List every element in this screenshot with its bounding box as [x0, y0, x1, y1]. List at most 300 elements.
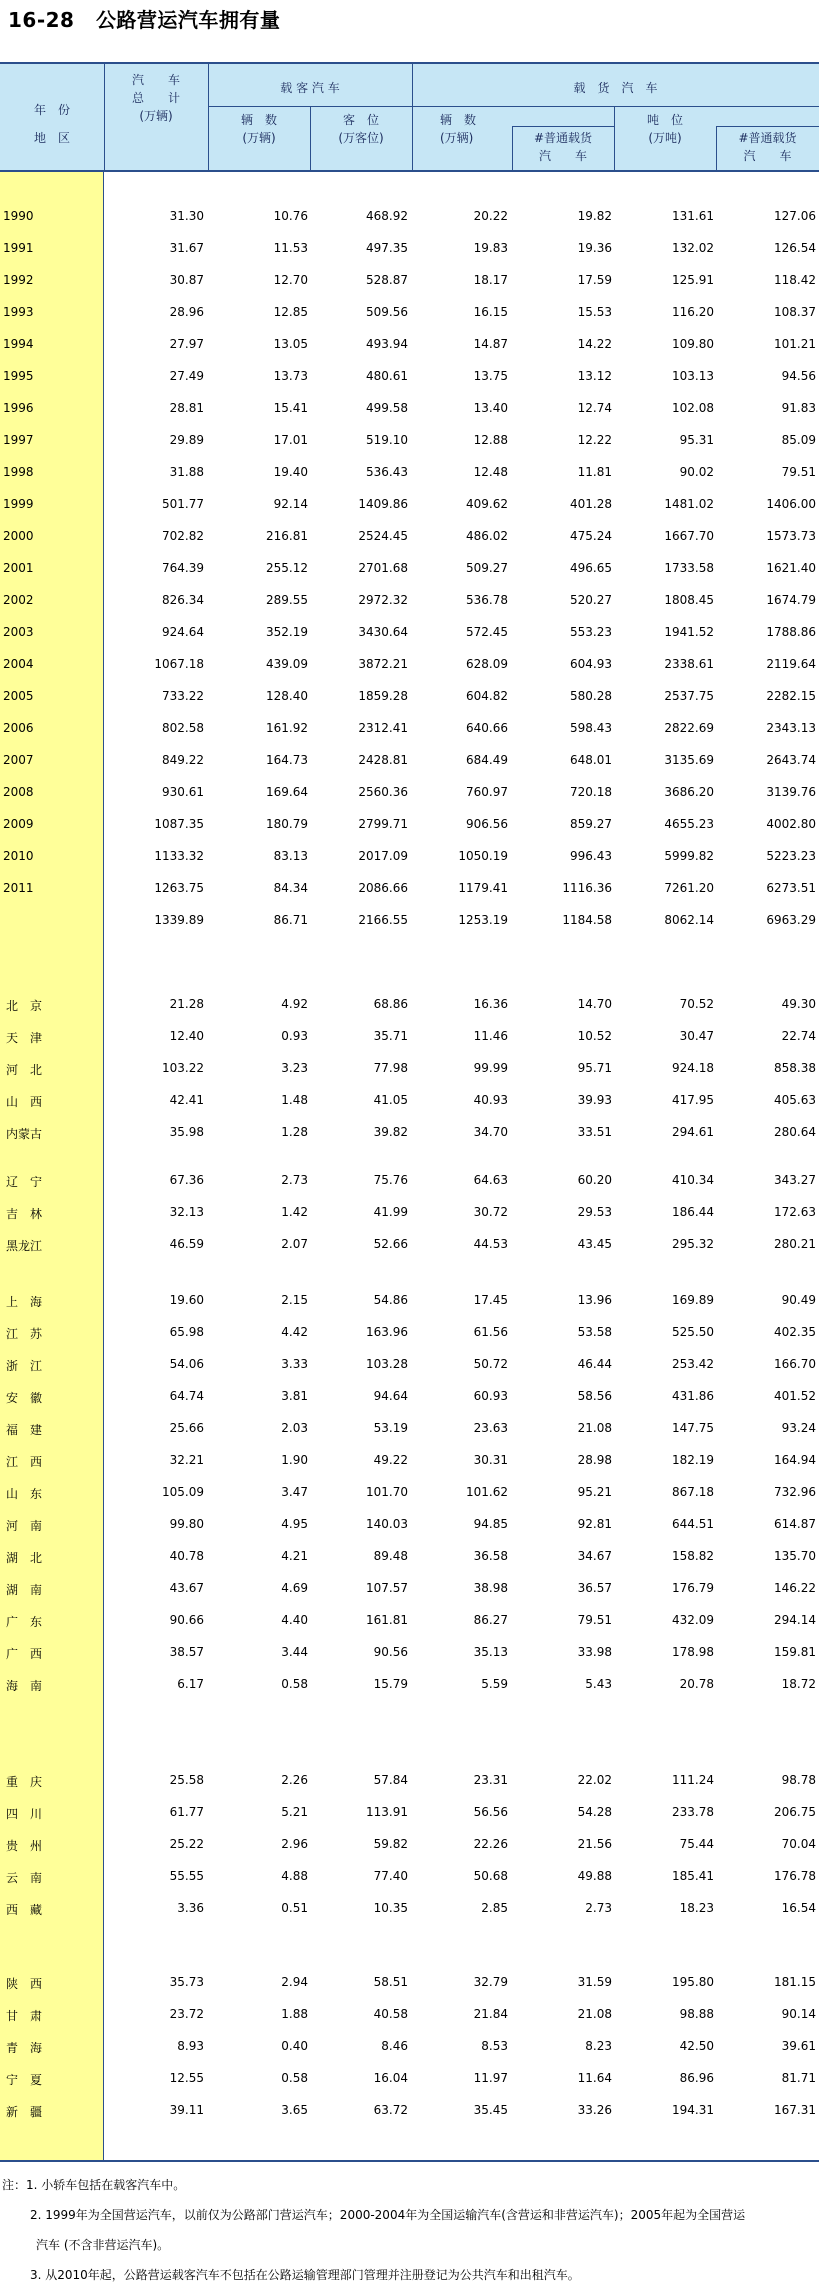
table-cell: 7261.20	[664, 881, 714, 895]
table-cell: 42.50	[679, 2039, 714, 2053]
table-row	[0, 1444, 819, 1476]
row-label: 甘 肃	[6, 2009, 43, 2023]
table-number: 16-28	[8, 8, 75, 32]
table-cell: 2.94	[281, 1975, 308, 1989]
table-cell: 1263.75	[154, 881, 204, 895]
table-cell: 216.81	[266, 529, 308, 543]
table-cell: 255.12	[266, 561, 308, 575]
table-cell: 640.66	[466, 721, 508, 735]
table-cell: 2524.45	[358, 529, 408, 543]
table-cell: 131.61	[672, 209, 714, 223]
table-cell: 1621.40	[766, 561, 816, 575]
table-cell: 720.18	[570, 785, 612, 799]
table-cell: 95.71	[577, 1061, 612, 1075]
table-row	[0, 200, 819, 232]
table-cell: 493.94	[366, 337, 408, 351]
table-cell: 158.82	[672, 1549, 714, 1563]
table-cell: 105.09	[162, 1485, 204, 1499]
table-cell: 499.58	[366, 401, 408, 415]
table-cell: 58.56	[577, 1389, 612, 1403]
table-cell: 21.84	[473, 2007, 508, 2021]
table-cell: 2.07	[281, 1237, 308, 1251]
table-cell: 86.96	[679, 2071, 714, 2085]
table-row	[0, 648, 819, 680]
table-cell: 16.36	[473, 997, 508, 1011]
table-cell: 3686.20	[664, 785, 714, 799]
row-label: 贵 州	[6, 1839, 43, 1853]
table-cell: 2.26	[281, 1773, 308, 1787]
table-row	[0, 584, 819, 616]
table-row	[0, 2030, 819, 2062]
header-divider	[716, 126, 819, 127]
table-cell: 169.64	[266, 785, 308, 799]
row-label: 上 海	[6, 1295, 43, 1309]
table-row	[0, 904, 819, 936]
table-cell: 103.28	[366, 1357, 408, 1371]
table-row	[0, 232, 819, 264]
table-cell: 46.59	[169, 1237, 204, 1251]
table-cell: 401.28	[570, 497, 612, 511]
table-cell: 83.13	[273, 849, 308, 863]
table-cell: 17.59	[577, 273, 612, 287]
table-cell: 8062.14	[664, 913, 714, 927]
table-cell: 84.34	[273, 881, 308, 895]
note-2: 2. 1999年为全国营运汽车，以前仅为公路部门营运汽车；2000-2004年为全国运输汽车(含营运和非营运汽车)；2005年起为全国营运	[30, 2208, 746, 2222]
header-passenger-count-unit: (万辆)	[242, 131, 276, 145]
table-cell: 49.30	[781, 997, 816, 1011]
table-cell: 496.65	[570, 561, 612, 575]
table-cell: 12.85	[273, 305, 308, 319]
table-cell: 85.09	[781, 433, 816, 447]
table-cell: 906.56	[466, 817, 508, 831]
table-cell: 1481.02	[664, 497, 714, 511]
table-cell: 295.32	[672, 1237, 714, 1251]
table-cell: 75.76	[373, 1173, 408, 1187]
table-cell: 20.22	[473, 209, 508, 223]
table-cell: 29.53	[577, 1205, 612, 1219]
table-cell: 604.82	[466, 689, 508, 703]
table-cell: 52.66	[373, 1237, 408, 1251]
table-cell: 195.80	[672, 1975, 714, 1989]
row-label: 浙 江	[6, 1359, 43, 1373]
table-cell: 2537.75	[664, 689, 714, 703]
table-cell: 930.61	[162, 785, 204, 799]
table-cell: 859.27	[570, 817, 612, 831]
table-cell: 159.81	[774, 1645, 816, 1659]
table-cell: 8.93	[177, 2039, 204, 2053]
table-cell: 22.26	[473, 1837, 508, 1851]
table-cell: 858.38	[774, 1061, 816, 1075]
table-cell: 70.04	[781, 1837, 816, 1851]
table-cell: 27.97	[169, 337, 204, 351]
table-cell: 172.63	[774, 1205, 816, 1219]
table-cell: 1179.41	[458, 881, 508, 895]
table-cell: 604.93	[570, 657, 612, 671]
table-cell: 5999.82	[664, 849, 714, 863]
table-row	[0, 2062, 819, 2094]
table-cell: 2560.36	[358, 785, 408, 799]
row-label: 内蒙古	[6, 1127, 43, 1141]
table-cell: 525.50	[672, 1325, 714, 1339]
table-cell: 2338.61	[664, 657, 714, 671]
table-cell: 169.89	[672, 1293, 714, 1307]
row-label: 四 川	[6, 1807, 43, 1821]
header-cargo-tons-unit: (万吨)	[648, 131, 682, 145]
table-cell: 42.41	[169, 1093, 204, 1107]
table-cell: 95.31	[679, 433, 714, 447]
table-cell: 1.88	[281, 2007, 308, 2021]
table-cell: 90.56	[373, 1645, 408, 1659]
table-row	[0, 328, 819, 360]
table-row	[0, 840, 819, 872]
table-row	[0, 1412, 819, 1444]
row-label: 2001	[3, 561, 34, 575]
table-cell: 405.63	[774, 1093, 816, 1107]
table-cell: 60.20	[577, 1173, 612, 1187]
table-cell: 10.52	[577, 1029, 612, 1043]
table-cell: 167.31	[774, 2103, 816, 2117]
table-cell: 25.66	[169, 1421, 204, 1435]
table-cell: 11.53	[273, 241, 308, 255]
header-passenger-seats: 客 位	[342, 113, 379, 127]
table-cell: 417.95	[672, 1093, 714, 1107]
table-cell: 13.05	[273, 337, 308, 351]
table-cell: 2282.15	[766, 689, 816, 703]
table-cell: 19.36	[577, 241, 612, 255]
row-label: 青 海	[6, 2041, 43, 2055]
table-cell: 2017.09	[358, 849, 408, 863]
table-cell: 13.73	[273, 369, 308, 383]
table-cell: 107.57	[366, 1581, 408, 1595]
table-row	[0, 488, 819, 520]
table-cell: 49.22	[373, 1453, 408, 1467]
table-cell: 33.26	[577, 2103, 612, 2117]
row-label: 福 建	[6, 1423, 43, 1437]
table-cell: 18.17	[473, 273, 508, 287]
table-cell: 94.64	[373, 1389, 408, 1403]
table-cell: 0.93	[281, 1029, 308, 1043]
table-cell: 12.40	[169, 1029, 204, 1043]
table-cell: 2428.81	[358, 753, 408, 767]
table-cell: 3.36	[177, 1901, 204, 1915]
table-row	[0, 680, 819, 712]
table-row	[0, 520, 819, 552]
note-3: 3. 从2010年起，公路营运载客汽车不包括在公路运输管理部门管理并注册登记为公共汽车和出租汽车。	[30, 2268, 580, 2282]
row-label: 2003	[3, 625, 34, 639]
table-cell: 280.21	[774, 1237, 816, 1251]
row-label: 1992	[3, 273, 34, 287]
table-cell: 186.44	[672, 1205, 714, 1219]
row-label: 2005	[3, 689, 34, 703]
table-cell: 12.70	[273, 273, 308, 287]
table-cell: 439.09	[266, 657, 308, 671]
table-row	[0, 1540, 819, 1572]
table-cell: 94.85	[473, 1517, 508, 1531]
header-passenger-seats-unit: (万客位)	[338, 131, 384, 145]
table-cell: 684.49	[466, 753, 508, 767]
table-cell: 2166.55	[358, 913, 408, 927]
table-cell: 11.81	[577, 465, 612, 479]
table-cell: 1133.32	[154, 849, 204, 863]
row-label: 北 京	[6, 999, 43, 1013]
table-cell: 17.45	[473, 1293, 508, 1307]
table-cell: 178.98	[672, 1645, 714, 1659]
table-cell: 61.77	[169, 1805, 204, 1819]
table-cell: 2.03	[281, 1421, 308, 1435]
table-cell: 56.56	[473, 1805, 508, 1819]
table-cell: 4.92	[281, 997, 308, 1011]
table-cell: 468.92	[366, 209, 408, 223]
table-cell: 1573.73	[766, 529, 816, 543]
table-row	[0, 552, 819, 584]
table-cell: 89.48	[373, 1549, 408, 1563]
table-cell: 19.82	[577, 209, 612, 223]
row-label: 1996	[3, 401, 34, 415]
table-row	[0, 616, 819, 648]
table-cell: 140.03	[366, 1517, 408, 1531]
table-cell: 15.53	[577, 305, 612, 319]
table-cell: 126.54	[774, 241, 816, 255]
table-cell: 3139.76	[766, 785, 816, 799]
table-cell: 648.01	[570, 753, 612, 767]
table-row	[0, 296, 819, 328]
table-cell: 4.88	[281, 1869, 308, 1883]
table-cell: 13.40	[473, 401, 508, 415]
table-cell: 1788.86	[766, 625, 816, 639]
table-cell: 19.83	[473, 241, 508, 255]
header-year: 年 份	[33, 103, 70, 117]
table-row	[0, 1348, 819, 1380]
table-cell: 764.39	[162, 561, 204, 575]
table-cell: 0.51	[281, 1901, 308, 1915]
table-cell: 6963.29	[766, 913, 816, 927]
table-cell: 1116.36	[562, 881, 612, 895]
table-cell: 108.37	[774, 305, 816, 319]
row-label: 广 东	[6, 1615, 43, 1629]
header-divider	[310, 106, 311, 170]
table-cell: 23.72	[169, 2007, 204, 2021]
table-cell: 614.87	[774, 1517, 816, 1531]
note-2-cont: 汽车 (不含非营运汽车)。	[36, 2238, 170, 2252]
table-cell: 409.62	[466, 497, 508, 511]
table-cell: 92.14	[273, 497, 308, 511]
table-cell: 161.81	[366, 1613, 408, 1627]
table-cell: 99.80	[169, 1517, 204, 1531]
header-cargo-count: 辆 数	[440, 113, 477, 127]
table-cell: 528.87	[366, 273, 408, 287]
table-cell: 39.82	[373, 1125, 408, 1139]
note-1: 注：1. 小轿车包括在载客汽车中。	[2, 2178, 186, 2192]
table-cell: 102.08	[672, 401, 714, 415]
row-label: 宁 夏	[6, 2073, 43, 2087]
table-cell: 1406.00	[766, 497, 816, 511]
table-row	[0, 1966, 819, 1998]
table-cell: 598.43	[570, 721, 612, 735]
table-cell: 101.62	[466, 1485, 508, 1499]
table-cell: 81.71	[781, 2071, 816, 2085]
header-divider	[512, 126, 614, 127]
table-row	[0, 1572, 819, 1604]
table-cell: 14.22	[577, 337, 612, 351]
table-cell: 101.70	[366, 1485, 408, 1499]
table-cell: 996.43	[570, 849, 612, 863]
table-cell: 57.84	[373, 1773, 408, 1787]
table-cell: 3.81	[281, 1389, 308, 1403]
table-cell: 8.53	[481, 2039, 508, 2053]
table-cell: 8.23	[585, 2039, 612, 2053]
table-cell: 53.19	[373, 1421, 408, 1435]
row-label: 2004	[3, 657, 34, 671]
row-label: 云 南	[6, 1871, 43, 1885]
table-row	[0, 712, 819, 744]
table-cell: 519.10	[366, 433, 408, 447]
table-cell: 924.18	[672, 1061, 714, 1075]
table-row	[0, 1764, 819, 1796]
row-label: 天 津	[6, 1031, 43, 1045]
table-cell: 16.54	[781, 1901, 816, 1915]
table-cell: 5.43	[585, 1677, 612, 1691]
table-cell: 2119.64	[766, 657, 816, 671]
row-label: 河 北	[6, 1063, 43, 1077]
table-row	[0, 1860, 819, 1892]
table-cell: 13.12	[577, 369, 612, 383]
table-cell: 2.73	[281, 1173, 308, 1187]
table-cell: 3.65	[281, 2103, 308, 2117]
table-cell: 2343.13	[766, 721, 816, 735]
table-cell: 33.51	[577, 1125, 612, 1139]
table-row	[0, 1164, 819, 1196]
table-cell: 4.69	[281, 1581, 308, 1595]
table-cell: 2.85	[481, 1901, 508, 1915]
table-cell: 39.93	[577, 1093, 612, 1107]
table-cell: 3430.64	[358, 625, 408, 639]
table-cell: 1733.58	[664, 561, 714, 575]
table-row	[0, 744, 819, 776]
table-cell: 23.31	[473, 1773, 508, 1787]
table-row	[0, 1892, 819, 1924]
table-cell: 86.27	[473, 1613, 508, 1627]
table-cell: 802.58	[162, 721, 204, 735]
table-cell: 54.28	[577, 1805, 612, 1819]
table-cell: 31.88	[169, 465, 204, 479]
row-label: 广 西	[6, 1647, 43, 1661]
table-row	[0, 1998, 819, 2030]
table-cell: 733.22	[162, 689, 204, 703]
table-row	[0, 2094, 819, 2126]
table-cell: 11.97	[473, 2071, 508, 2085]
table-cell: 28.96	[169, 305, 204, 319]
row-label: 湖 北	[6, 1551, 43, 1565]
table-cell: 431.86	[672, 1389, 714, 1403]
table-cell: 760.97	[466, 785, 508, 799]
table-cell: 572.45	[466, 625, 508, 639]
table-cell: 116.20	[672, 305, 714, 319]
table-cell: 34.67	[577, 1549, 612, 1563]
table-row	[0, 1020, 819, 1052]
table-cell: 486.02	[466, 529, 508, 543]
row-label: 2008	[3, 785, 34, 799]
row-label: 2011	[3, 881, 34, 895]
table-cell: 111.24	[672, 1773, 714, 1787]
table-cell: 185.41	[672, 1869, 714, 1883]
table-cell: 1.48	[281, 1093, 308, 1107]
table-cell: 98.88	[679, 2007, 714, 2021]
table-cell: 4.21	[281, 1549, 308, 1563]
table-cell: 1.90	[281, 1453, 308, 1467]
table-row	[0, 456, 819, 488]
header-passenger-group: 载 客 汽 车	[280, 81, 340, 95]
header-cargo-general-tons-1: #普通载货	[738, 131, 797, 145]
table-cell: 63.72	[373, 2103, 408, 2117]
table-cell: 1184.58	[562, 913, 612, 927]
table-cell: 30.87	[169, 273, 204, 287]
header-divider	[716, 126, 717, 170]
table-cell: 49.88	[577, 1869, 612, 1883]
table-cell: 60.93	[473, 1389, 508, 1403]
table-cell: 536.78	[466, 593, 508, 607]
header-divider	[512, 126, 513, 170]
header-cargo-tons: 吨 位	[646, 113, 683, 127]
table-cell: 79.51	[781, 465, 816, 479]
table-row	[0, 1668, 819, 1700]
table-cell: 99.99	[473, 1061, 508, 1075]
table-cell: 1253.19	[458, 913, 508, 927]
table-cell: 12.74	[577, 401, 612, 415]
table-cell: 3.33	[281, 1357, 308, 1371]
header-total-line1: 汽 车	[131, 73, 180, 87]
table-cell: 5223.23	[766, 849, 816, 863]
table-cell: 30.47	[679, 1029, 714, 1043]
table-cell: 54.86	[373, 1293, 408, 1307]
table-cell: 509.56	[366, 305, 408, 319]
table-cell: 501.77	[162, 497, 204, 511]
table-cell: 36.58	[473, 1549, 508, 1563]
table-cell: 27.49	[169, 369, 204, 383]
table-row	[0, 424, 819, 456]
table-cell: 1067.18	[154, 657, 204, 671]
table-cell: 4.42	[281, 1325, 308, 1339]
table-cell: 90.49	[781, 1293, 816, 1307]
table-cell: 2822.69	[664, 721, 714, 735]
table-cell: 103.13	[672, 369, 714, 383]
table-cell: 3.44	[281, 1645, 308, 1659]
table-cell: 32.21	[169, 1453, 204, 1467]
table-cell: 553.23	[570, 625, 612, 639]
table-row	[0, 1636, 819, 1668]
table-cell: 28.98	[577, 1453, 612, 1467]
table-cell: 34.70	[473, 1125, 508, 1139]
table-cell: 101.21	[774, 337, 816, 351]
table-cell: 2.73	[585, 1901, 612, 1915]
table-row	[0, 1604, 819, 1636]
table-row	[0, 1052, 819, 1084]
row-label: 陕 西	[6, 1977, 43, 1991]
table-row	[0, 264, 819, 296]
table-cell: 294.14	[774, 1613, 816, 1627]
table-cell: 40.78	[169, 1549, 204, 1563]
table-cell: 15.79	[373, 1677, 408, 1691]
table-cell: 113.91	[366, 1805, 408, 1819]
table-cell: 289.55	[266, 593, 308, 607]
table-cell: 12.48	[473, 465, 508, 479]
row-label: 西 藏	[6, 1903, 43, 1917]
table-cell: 109.80	[672, 337, 714, 351]
table-cell: 18.23	[679, 1901, 714, 1915]
table-cell: 135.70	[774, 1549, 816, 1563]
table-cell: 1674.79	[766, 593, 816, 607]
header-divider	[412, 64, 413, 170]
row-label: 江 苏	[6, 1327, 43, 1341]
